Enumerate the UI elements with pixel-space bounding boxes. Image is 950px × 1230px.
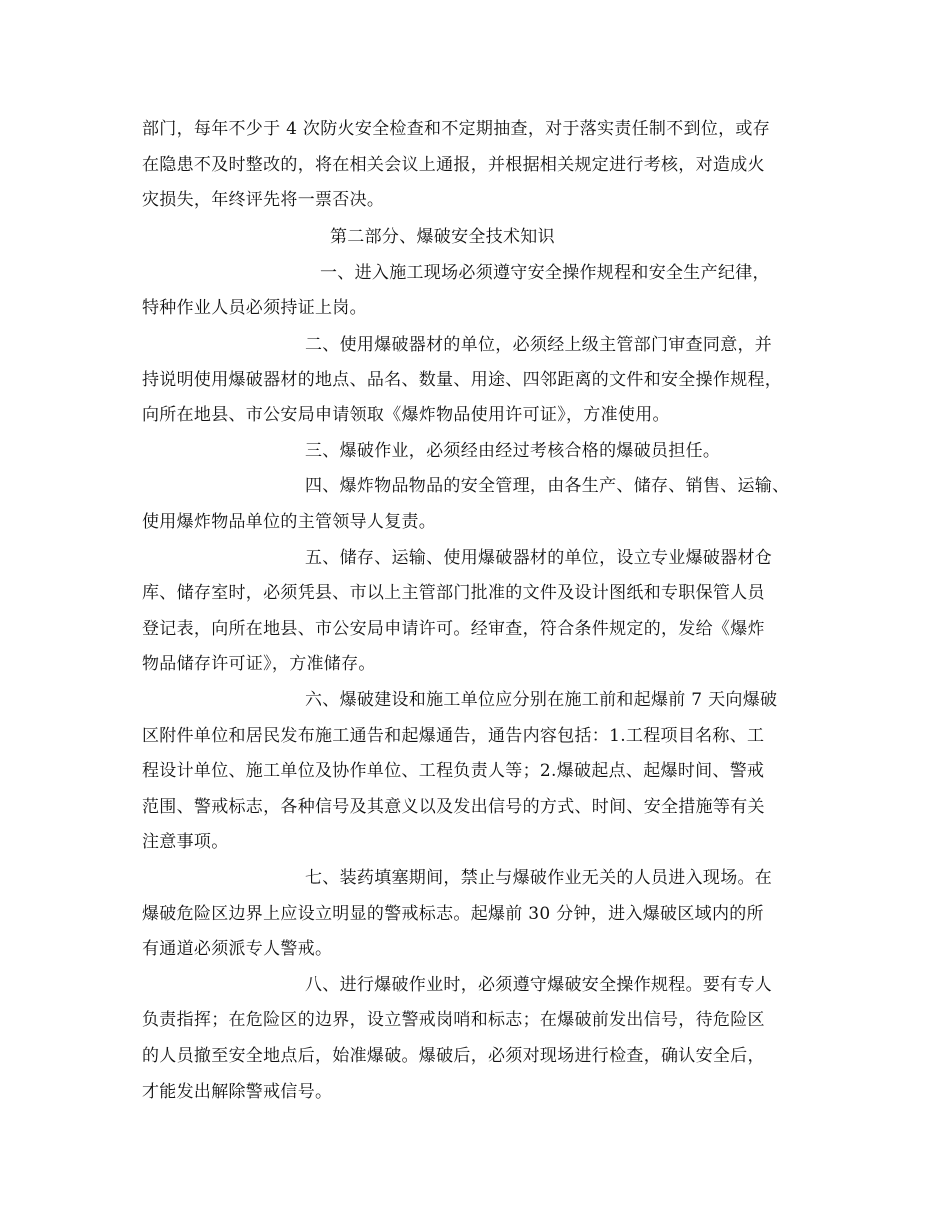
item-5-line: 登记表，向所在地县、市公安局申请许可。经审查，符合条件规定的，发给《爆炸 — [142, 619, 765, 639]
item-5-line: 物品储存许可证》，方准储存。 — [142, 654, 376, 674]
item-8-line: 的人员撤至安全地点后，始准爆破。爆破后，必须对现场进行检查，确认安全后， — [142, 1046, 765, 1066]
item-2-line: 二、使用爆破器材的单位，必须经上级主管部门审查同意，并 — [305, 335, 773, 355]
intro-line: 部门，每年不少于 4 次防火安全检查和不定期抽查，对于落实责任制不到位，或存 — [142, 119, 771, 139]
item-2-line: 持说明使用爆破器材的地点、品名、数量、用途、四邻距离的文件和安全操作规程， — [142, 370, 783, 390]
item-6-line: 程设计单位、施工单位及协作单位、工程负责人等；2.爆破起点、起爆时间、警戒 — [142, 761, 765, 781]
item-7-line: 七、装药填塞期间，禁止与爆破作业无关的人员进入现场。在 — [305, 868, 773, 888]
item-8-line: 才能发出解除警戒信号。 — [142, 1082, 333, 1102]
item-6-line: 范围、警戒标志，各种信号及其意义以及发出信号的方式、时间、安全措施等有关 — [142, 797, 765, 817]
item-6-line: 六、爆破建设和施工单位应分别在施工前和起爆前 7 天向爆破 — [305, 690, 778, 710]
item-8-line: 八、进行爆破作业时，必须遵守爆破安全操作规程。要有专人 — [305, 975, 773, 995]
item-6-line: 区附件单位和居民发布施工通告和起爆通告，通告内容包括：1.工程项目名称、工 — [142, 726, 765, 746]
item-6-line: 注意事项。 — [142, 832, 229, 852]
item-2-line: 向所在地县、市公安局申请领取《爆炸物品使用许可证》，方准使用。 — [142, 405, 670, 425]
item-5-line: 五、储存、运输、使用爆破器材的单位，设立专业爆破器材仓 — [305, 548, 773, 568]
item-3-line: 三、爆破作业，必须经由经过考核合格的爆破员担任。 — [305, 441, 721, 461]
item-7-line: 有通道必须派专人警戒。 — [142, 939, 333, 959]
item-4-line: 使用爆炸物品单位的主管领导人复责。 — [142, 512, 437, 532]
item-8-line: 负责指挥；在危险区的边界，设立警戒岗哨和标志；在爆破前发出信号，待危险区 — [142, 1010, 765, 1030]
item-1-line: 特种作业人员必须持证上岗。 — [142, 298, 367, 318]
item-7-line: 爆破危险区边界上应设立明显的警戒标志。起爆前 30 分钟，进入爆破区域内的所 — [142, 904, 764, 924]
item-1-line: 一、进入施工现场必须遵守安全操作规程和安全生产纪律， — [320, 263, 770, 283]
intro-line: 灾损失，年终评先将一票否决。 — [142, 190, 385, 210]
intro-line: 在隐患不及时整改的，将在相关会议上通报，并根据相关规定进行考核，对造成火 — [142, 155, 765, 175]
item-4-line: 四、爆炸物品物品的安全管理，由各生产、储存、销售、运输、 — [305, 476, 790, 496]
item-5-line: 库、储存室时，必须凭县、市以上主管部门批准的文件及设计图纸和专职保管人员 — [142, 583, 765, 603]
section-title: 第二部分、爆破安全技术知识 — [330, 227, 555, 247]
